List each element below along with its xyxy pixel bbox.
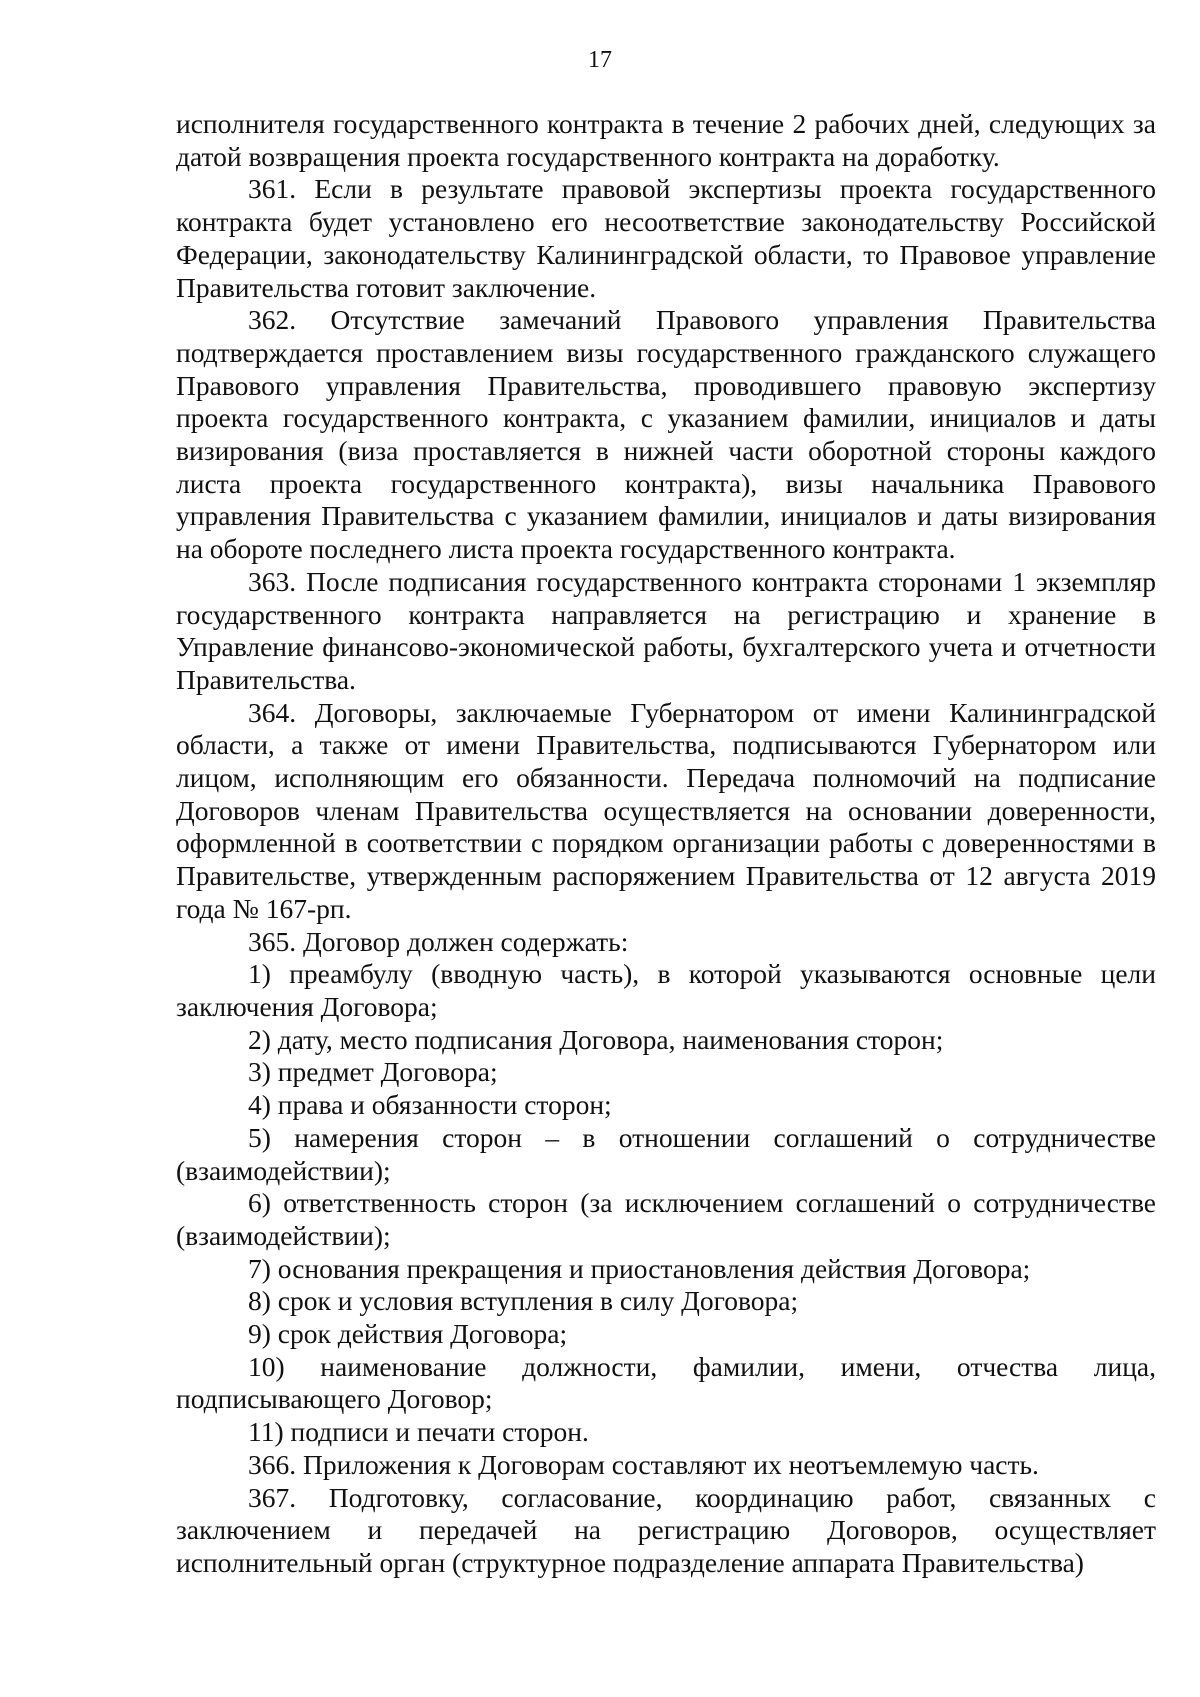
paragraph-365: 365. Договор должен содержать: [248, 925, 629, 957]
list-item-1: 1) преамбулу (вводную часть), в которой указываются основные цели заключения Договора; [176, 958, 1156, 1022]
list-item-9: 9) срок действия Договора; [248, 1318, 568, 1350]
paragraph-361: 361. Если в результате правовой экспертизы проекта государственного контракта будет установлено его несоответствие законодательству Российской Федерации, законодательству Калининградской области, то Правовое управление Правительства готовит заключение. [176, 173, 1156, 303]
paragraph-363: 363. После подписания государственного контракта сторонами 1 экземпляр государственного контракта направляется на регистрацию и хранение в Управление финансово-экономической работы, бухгалтерского учета и отчетности Правительства. [176, 565, 1156, 695]
paragraph-366: 366. Приложения к Договорам составляют их неотъемлемую часть. [248, 1448, 1039, 1480]
list-item-6: 6) ответственность сторон (за исключением соглашений о сотрудничестве (взаимодействии); [176, 1187, 1156, 1251]
list-item-2: 2) дату, место подписания Договора, наименования сторон; [248, 1023, 944, 1055]
list-item-4: 4) права и обязанности сторон; [248, 1089, 612, 1121]
list-item-11: 11) подписи и печати сторон. [248, 1416, 589, 1448]
paragraph-362: 362. Отсутствие замечаний Правового управления Правительства подтверждается проставлением визы государственного гражданского служащего Правового управления Правительства, проводившего правовую экспертизу проекта государственного контракта, с указанием фамилии, инициалов и даты визирования (виза проставляется в нижней части оборотной стороны каждого листа проекта государственного контракта), визы начальника Правового управления Правительства с указанием фамилии, инициалов и даты визирования на обороте последнего листа проекта государственного контракта. [176, 304, 1156, 565]
list-item-5: 5) намерения сторон – в отношении соглашений о сотрудничестве (взаимодействии); [176, 1121, 1156, 1186]
list-item-10: 10) наименование должности, фамилии, имени, отчества лица, подписывающего Договор; [176, 1350, 1156, 1415]
paragraph-364: 364. Договоры, заключаемые Губернатором от имени Калининградской области, а также от имени Правительства, подписываются Губернатором или лицом, исполняющим его обязанности. Передача полномочий на подписание Договоров членам Правительства осуществляется на основании доверенности, оформленной в соответствии с порядком организации работы с доверенностями в Правительстве, утвержденным распоряжением Правительства от 12 августа 2019 года № 167-рп. [176, 696, 1156, 924]
page-number: 17 [588, 47, 612, 73]
document-body [176, 108, 1156, 1580]
paragraph-367: 367. Подготовку, согласование, координацию работ, связанных с заключением и передачей на регистрацию Договоров, осуществляет исполнительный орган (структурное подразделение аппарата Правительства) [176, 1481, 1156, 1578]
list-item-8: 8) срок и условия вступления в силу Договора; [248, 1285, 799, 1317]
list-item-7: 7) основания прекращения и приостановления действия Договора; [248, 1252, 1031, 1284]
paragraph-continuation: исполнителя государственного контракта в течение 2 рабочих дней, следующих за датой возвращения проекта государственного контракта на доработку. [176, 108, 1156, 172]
list-item-3: 3) предмет Договора; [248, 1056, 498, 1088]
